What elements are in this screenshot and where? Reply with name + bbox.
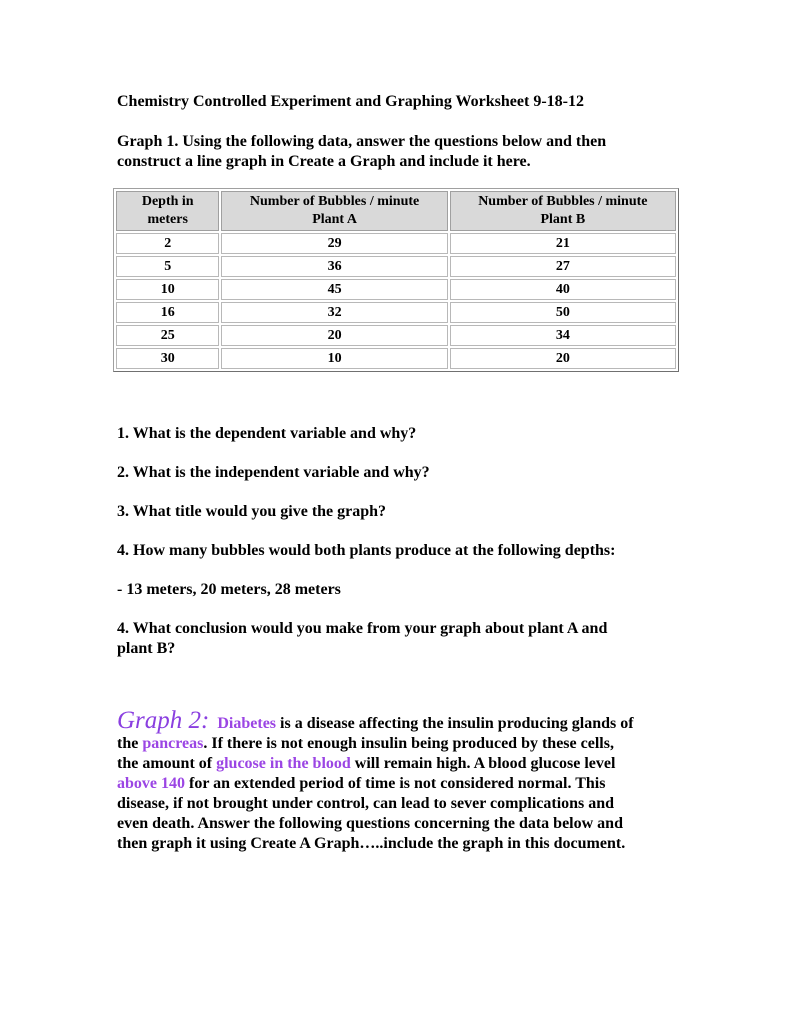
- table-row: [116, 256, 676, 277]
- graph2-line1: [117, 707, 717, 734]
- cell-plant-b: 21: [450, 233, 676, 254]
- cell-plant-b: 50: [450, 302, 676, 323]
- header-plant-b: [450, 191, 676, 231]
- graph2-line1-text: is a disease affecting the insulin producing glands of: [276, 715, 634, 732]
- table-row: [116, 348, 676, 369]
- graph1-questions: [117, 424, 717, 659]
- bubbles-data-table: [113, 188, 679, 372]
- term-diabetes: Diabetes: [217, 715, 277, 732]
- cell-plant-a: 10: [221, 348, 447, 369]
- cell-depth: 30: [116, 348, 219, 369]
- cell-depth: 5: [116, 256, 219, 277]
- graph2-line4-text: for an extended period of time is not considered normal. This: [185, 775, 606, 792]
- header-depth-line1: Depth in: [141, 194, 194, 209]
- question-depths-list: - 13 meters, 20 meters, 28 meters: [117, 581, 341, 598]
- term-pancreas: pancreas: [142, 735, 204, 752]
- question-independent-variable: 2. What is the independent variable and why?: [117, 464, 430, 481]
- cell-depth: 2: [116, 233, 219, 254]
- graph1-instructions: [117, 132, 717, 172]
- cell-depth: 25: [116, 325, 219, 346]
- table-row: [116, 325, 676, 346]
- header-depth: [116, 191, 219, 231]
- header-plant-b-line2: Plant B: [540, 212, 586, 227]
- graph2-line2-pre: the: [117, 735, 143, 752]
- cell-plant-a: 29: [221, 233, 447, 254]
- graph2-line3-pre: the amount of: [117, 755, 217, 772]
- graph2-line2-text: . If there is not enough insulin being produced by these cells,: [203, 735, 614, 752]
- table-header-row: [116, 191, 676, 231]
- term-glucose-in-blood: glucose in the blood: [216, 755, 351, 772]
- cell-plant-a: 32: [221, 302, 447, 323]
- graph2-line6: even death. Answer the following questions concerning the data below and: [117, 815, 623, 832]
- graph2-line2: [117, 734, 717, 754]
- table-row: [116, 279, 676, 300]
- header-plant-a: [221, 191, 447, 231]
- graph1-instructions-line2: construct a line graph in Create a Graph and include it here.: [117, 153, 531, 170]
- header-depth-line2: meters: [147, 212, 188, 227]
- question-bubbles-depths: 4. How many bubbles would both plants produce at the following depths:: [117, 542, 616, 559]
- graph2-line3: [117, 754, 717, 774]
- term-above-140: above 140: [117, 775, 185, 792]
- question-dependent-variable: 1. What is the dependent variable and why?: [117, 425, 417, 442]
- header-plant-b-line1: Number of Bubbles / minute: [478, 194, 648, 209]
- document-title: Chemistry Controlled Experiment and Graphing Worksheet 9-18-12: [117, 93, 584, 110]
- cell-plant-a: 20: [221, 325, 447, 346]
- cell-plant-b: 20: [450, 348, 676, 369]
- cell-plant-b: 40: [450, 279, 676, 300]
- cell-plant-b: 27: [450, 256, 676, 277]
- cell-plant-b: 34: [450, 325, 676, 346]
- graph1-instructions-line1: Graph 1. Using the following data, answer the questions below and then: [117, 133, 607, 150]
- graph2-line4: [117, 774, 717, 794]
- table-row: [116, 302, 676, 323]
- table-row: [116, 233, 676, 254]
- worksheet-page: [117, 92, 717, 854]
- cell-plant-a: 36: [221, 256, 447, 277]
- header-plant-a-line1: Number of Bubbles / minute: [249, 194, 420, 209]
- question-conclusion: [117, 619, 717, 659]
- graph2-line5: disease, if not brought under control, can lead to sever complications and: [117, 795, 615, 812]
- question-graph-title: 3. What title would you give the graph?: [117, 503, 387, 520]
- graph2-section: [117, 707, 717, 854]
- cell-plant-a: 45: [221, 279, 447, 300]
- question-conclusion-line1: 4. What conclusion would you make from your graph about plant A and: [117, 620, 608, 637]
- cell-depth: 16: [116, 302, 219, 323]
- header-plant-a-line2: Plant A: [312, 212, 357, 227]
- graph2-line7: then graph it using Create A Graph…..include the graph in this document.: [117, 835, 626, 852]
- graph2-heading: Graph 2:: [117, 707, 210, 734]
- cell-depth: 10: [116, 279, 219, 300]
- graph2-line3-text: will remain high. A blood glucose level: [350, 755, 616, 772]
- question-conclusion-line2: plant B?: [117, 640, 176, 657]
